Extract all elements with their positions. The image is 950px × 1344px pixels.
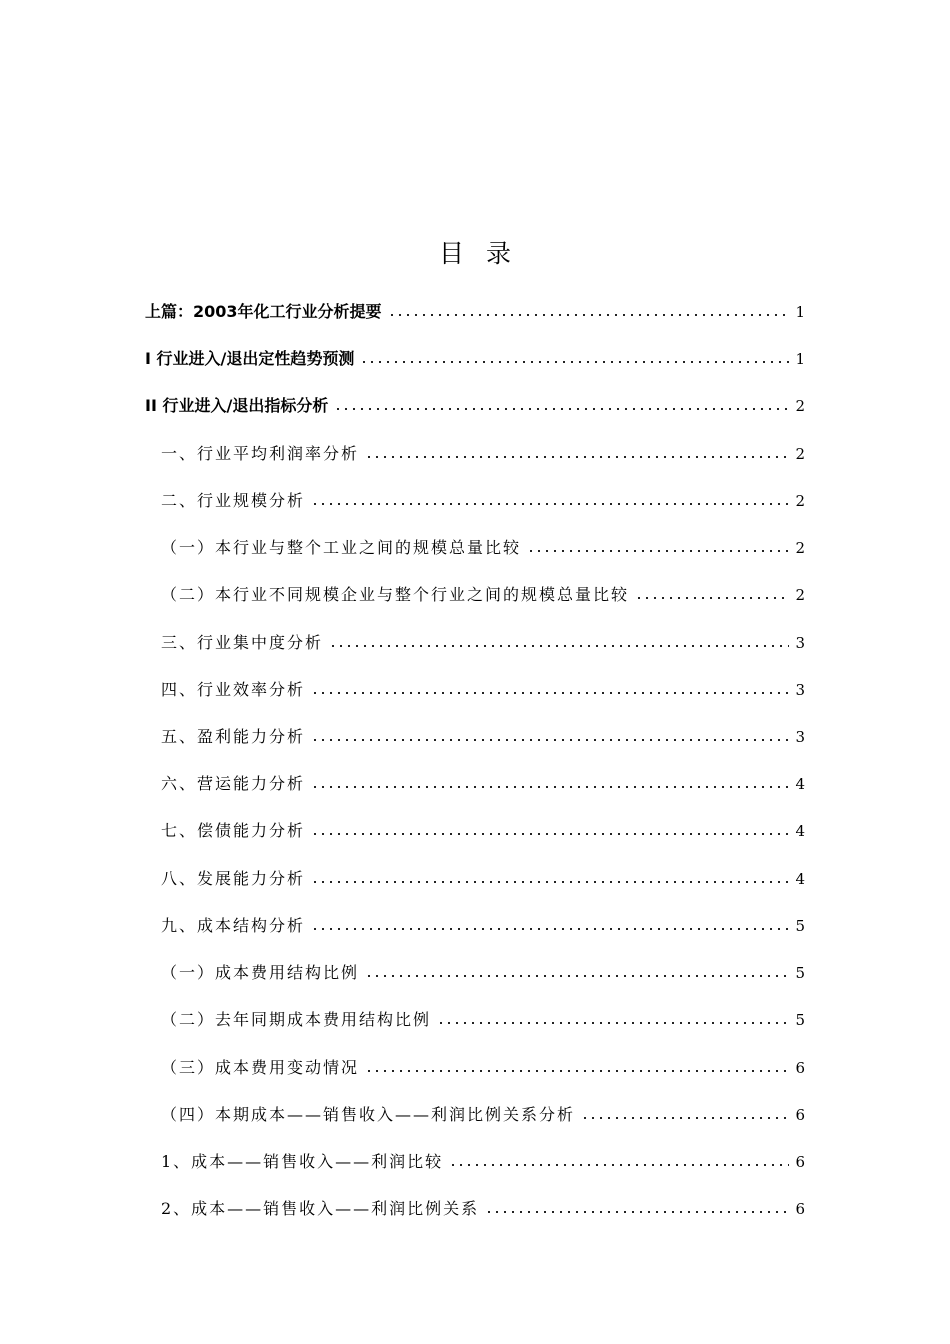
toc-page-number: 3 (795, 681, 805, 699)
toc-entry-text: 七、偿债能力分析 (161, 821, 306, 840)
toc-entry-text: 一、行业平均利润率分析 (161, 444, 360, 463)
toc-leader-dots (365, 1067, 789, 1075)
toc-leader-dots (365, 972, 789, 980)
toc-entry[interactable] (161, 1054, 805, 1082)
toc-page-number: 5 (795, 917, 805, 935)
toc-title: 目录 (438, 239, 533, 268)
toc-page-number: 4 (795, 775, 805, 793)
toc-page-number: 2 (795, 397, 805, 415)
toc-entry[interactable] (161, 487, 805, 515)
toc-page-number: 1 (795, 350, 805, 368)
toc-leader-dots (485, 1208, 789, 1216)
toc-entry[interactable] (161, 581, 805, 609)
toc-leader-dots (360, 358, 789, 366)
toc-leader-dots (365, 453, 789, 461)
toc-entry[interactable] (161, 959, 805, 987)
toc-entry-text: 五、盈利能力分析 (161, 727, 306, 746)
toc-entry[interactable] (161, 865, 805, 893)
toc-leader-dots (311, 830, 789, 838)
toc-page-number: 6 (795, 1106, 805, 1124)
toc-entry[interactable] (161, 629, 805, 657)
toc-entry-text: （四）本期成本——销售收入——利润比例关系分析 (161, 1105, 576, 1124)
toc-leader-dots (635, 594, 789, 602)
toc-entry-text: （一）本行业与整个工业之间的规模总量比较 (161, 538, 522, 557)
toc-page-number: 3 (795, 728, 805, 746)
toc-leader-dots (311, 878, 789, 886)
toc-entry[interactable] (161, 534, 805, 562)
toc-leader-dots (334, 405, 789, 413)
toc-page-number: 2 (795, 586, 805, 604)
toc-entry-text: 八、发展能力分析 (161, 869, 306, 888)
toc-entry-text: （二）本行业不同规模企业与整个行业之间的规模总量比较 (161, 585, 630, 604)
toc-leader-dots (329, 642, 789, 650)
toc-leader-dots (311, 783, 789, 791)
toc-page-number: 6 (795, 1200, 805, 1218)
toc-page-number: 6 (795, 1059, 805, 1077)
toc-entry-text: 2、成本——销售收入——利润比例关系 (161, 1199, 480, 1218)
toc-entry[interactable] (161, 676, 805, 704)
toc-page-number: 6 (795, 1153, 805, 1171)
toc-page-number: 4 (795, 822, 805, 840)
toc-entry-text: 三、行业集中度分析 (161, 633, 324, 652)
toc-entry[interactable] (145, 298, 805, 326)
toc-leader-dots (527, 547, 789, 555)
toc-entry-text: 四、行业效率分析 (161, 680, 306, 699)
toc-entry[interactable] (145, 392, 805, 420)
toc-leader-dots (311, 689, 789, 697)
toc-leader-dots (311, 500, 789, 508)
toc-page-number: 2 (795, 445, 805, 463)
toc-entry[interactable] (161, 1101, 805, 1129)
toc-entry[interactable] (161, 1195, 805, 1223)
toc-entry-text: 二、行业规模分析 (161, 491, 306, 510)
toc-entry-text: 上篇：2003年化工行业分析提要 (145, 302, 382, 321)
toc-entry[interactable] (161, 770, 805, 798)
toc-entry[interactable] (145, 345, 805, 373)
toc-entry-text: （三）成本费用变动情况 (161, 1058, 360, 1077)
toc-entry-text: 六、营运能力分析 (161, 774, 306, 793)
toc-entry-text: （一）成本费用结构比例 (161, 963, 360, 982)
toc-page-number: 1 (795, 303, 805, 321)
toc-leader-dots (449, 1161, 789, 1169)
toc-page-number: 5 (795, 964, 805, 982)
toc-leader-dots (388, 311, 790, 319)
toc-entry-text: 1、成本——销售收入——利润比较 (161, 1152, 444, 1171)
toc-entry[interactable] (161, 1148, 805, 1176)
toc-entry[interactable] (161, 723, 805, 751)
toc-page-number: 2 (795, 492, 805, 510)
toc-leader-dots (311, 925, 789, 933)
toc-entry[interactable] (161, 912, 805, 940)
toc-leader-dots (311, 736, 789, 744)
toc-page-number: 2 (795, 539, 805, 557)
toc-entry[interactable] (161, 440, 805, 468)
toc-entry-text: 九、成本结构分析 (161, 916, 306, 935)
toc-page-number: 4 (795, 870, 805, 888)
toc-entry[interactable] (161, 817, 805, 845)
toc-leader-dots (437, 1019, 789, 1027)
toc-page-number: 3 (795, 634, 805, 652)
toc-entry-text: II 行业进入/退出指标分析 (145, 396, 329, 415)
toc-entry-text: I 行业进入/退出定性趋势预测 (145, 349, 355, 368)
toc-entry-text: （二）去年同期成本费用结构比例 (161, 1010, 432, 1029)
toc-page-number: 5 (795, 1011, 805, 1029)
toc-entry[interactable] (161, 1006, 805, 1034)
toc-leader-dots (581, 1114, 789, 1122)
